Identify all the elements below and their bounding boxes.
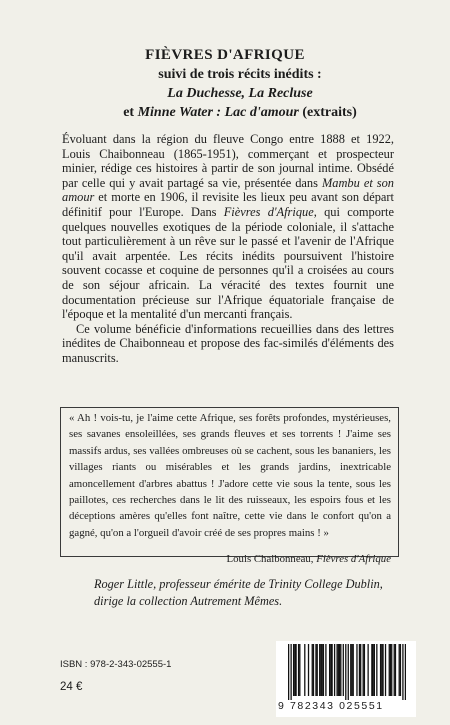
- barcode-bar: [381, 644, 382, 696]
- quote-attribution: [69, 551, 391, 567]
- barcode-bar: [363, 644, 364, 696]
- blurb-paragraph-1: [62, 132, 394, 322]
- barcode-bar: [299, 644, 300, 696]
- barcode-bar: [293, 644, 294, 696]
- barcode-bar: [319, 644, 320, 696]
- barcode-bar: [353, 644, 354, 696]
- barcode-bar: [322, 644, 323, 696]
- barcode-bar: [340, 644, 341, 696]
- barcode-bar: [298, 644, 299, 696]
- barcode-bar: [364, 644, 365, 696]
- blurb-paragraph-2: Ce volume bénéficie d'informations recueillies dans des lettres inédites de Chaibonneau et propose des fac-similés d'éléments des manuscrits.: [62, 321, 394, 365]
- barcode-bar: [294, 644, 295, 696]
- blurb: [62, 132, 394, 366]
- blurb-p1-book-title: Mambu et son amour: [62, 175, 394, 205]
- barcode-bar: [339, 644, 340, 696]
- barcode-bar: [399, 644, 400, 696]
- subtitle-works: La Duchesse, La Recluse: [167, 86, 313, 101]
- barcode-bar: [308, 644, 309, 696]
- barcode-bar: [394, 644, 395, 696]
- barcode-bar: [313, 644, 314, 696]
- barcode-bar: [338, 644, 339, 696]
- credit-line-2: dirige la collection Autrement Mêmes.: [94, 594, 283, 608]
- barcode-bar: [400, 644, 401, 696]
- subtitle-line-2: [30, 84, 450, 103]
- barcode-bar: [367, 644, 368, 696]
- barcode-bar: [345, 644, 346, 700]
- quote-work: Fièvres d'Afrique: [316, 553, 391, 566]
- barcode-bar: [312, 644, 313, 696]
- quote-author: Louis Chaibonneau,: [226, 553, 317, 566]
- barcode: [276, 641, 416, 717]
- subtitle-work-italic: Minne Water : Lac d'amour: [137, 105, 299, 120]
- barcode-bar: [320, 644, 321, 696]
- barcode-bar: [385, 644, 386, 696]
- blurb-p1-text-a: Évoluant dans la région du fleuve Congo entre 1888 et 1922, Louis Chaibonneau (1865-1951), commerçant et prospecteur minier, rédige ces histoires à partir de son journal intime. Obsédé par celle qui y avait partagé sa vie, présentée dans: [62, 132, 394, 190]
- barcode-bar: [376, 644, 377, 696]
- isbn: ISBN : 978-2-343-02555-1: [60, 659, 172, 670]
- subtitle-suffix: (extraits): [298, 105, 357, 120]
- barcode-bar: [343, 644, 344, 696]
- barcode-bar: [382, 644, 383, 696]
- barcode-bar: [317, 644, 318, 696]
- subtitle-line-3: [30, 103, 450, 122]
- editor-credit: [94, 576, 404, 610]
- barcode-bar: [329, 644, 330, 696]
- barcode-bar: [288, 644, 289, 700]
- blurb-p1-book-title-2: Fièvres d'Afrique: [223, 204, 314, 219]
- blurb-p1-text-c: , qui comporte quelques nouvelles exotiques de la période coloniale, il s'attache tout particulièrement à un rêve sur le passé et l'avenir de l'Afrique qu'il avait arpentée. Les récits inédits poursuivent l'histoire souvent cocasse et coquine de personnes qu'il a croisées au cours de son séjour africain. La véracité des textes fournit une documentation précieuse sur l'Afrique équatoriale française de l'époque et la mentalité d'un mercanti français.: [62, 204, 394, 322]
- barcode-bar: [336, 644, 337, 696]
- barcode-bar: [295, 644, 296, 696]
- subtitle-line-1: suivi de trois récits inédits :: [158, 67, 322, 82]
- barcode-bar: [402, 644, 403, 700]
- barcode-bar: [391, 644, 392, 696]
- barcode-bar: [304, 644, 305, 696]
- barcode-bar: [405, 644, 406, 700]
- barcode-bar: [351, 644, 352, 696]
- barcode-bar: [356, 644, 357, 696]
- barcode-digits: 9 782343 025551: [278, 700, 384, 712]
- barcode-bar: [360, 644, 361, 696]
- title-block: [0, 46, 450, 122]
- barcode-bar: [348, 644, 349, 700]
- barcode-bar: [371, 644, 372, 696]
- blurb-p1-text-b: et morte en 1906, il revisite les lieux peu avant son départ définitif pour l'Europe. Dans: [62, 190, 394, 219]
- barcode-bar: [331, 644, 332, 696]
- barcode-bar: [372, 644, 373, 696]
- barcode-bar: [290, 644, 291, 700]
- barcode-bar: [323, 644, 324, 696]
- quote-box: [60, 407, 399, 566]
- barcode-bar: [359, 644, 360, 696]
- barcode-bar: [325, 644, 326, 696]
- book-title: FIÈVRES D'AFRIQUE: [145, 47, 305, 63]
- subtitle-prefix: et: [123, 105, 138, 120]
- barcode-bar: [389, 644, 390, 696]
- barcode-bar: [380, 644, 381, 696]
- barcode-bar: [395, 644, 396, 696]
- barcode-bar: [334, 644, 335, 696]
- barcode-bars: [288, 644, 406, 700]
- barcode-bar: [330, 644, 331, 696]
- barcode-bar: [374, 644, 375, 696]
- quote-text: « Ah ! vois-tu, je l'aime cette Afrique, ses forêts profondes, mystérieuses, ses savanes ensoleillées, ses grands fleuves et ses torrents ! J'aime ses massifs ardus, ses vallées ombreuses où se cachent, sous les bananiers, les villages riants ou misérables et les grands jardins, inextricable amoncellement d'arbres abattus ! J'adore cette vie sous la tente, sous les paillotes, ces recherches dans le lit des ruisseaux, les espoirs fous et les déceptions amères qu'elles font naître, cette vie dans le confort qu'on a gagné, qu'on a l'orgueil d'avoir créé de ses propres mains ! »: [69, 412, 391, 539]
- price: 24 €: [60, 681, 83, 693]
- credit-line-1: Roger Little, professeur émérite de Trinity College Dublin,: [94, 577, 383, 591]
- barcode-bar: [390, 644, 391, 696]
- barcode-bar: [350, 644, 351, 696]
- barcode-bar: [315, 644, 316, 696]
